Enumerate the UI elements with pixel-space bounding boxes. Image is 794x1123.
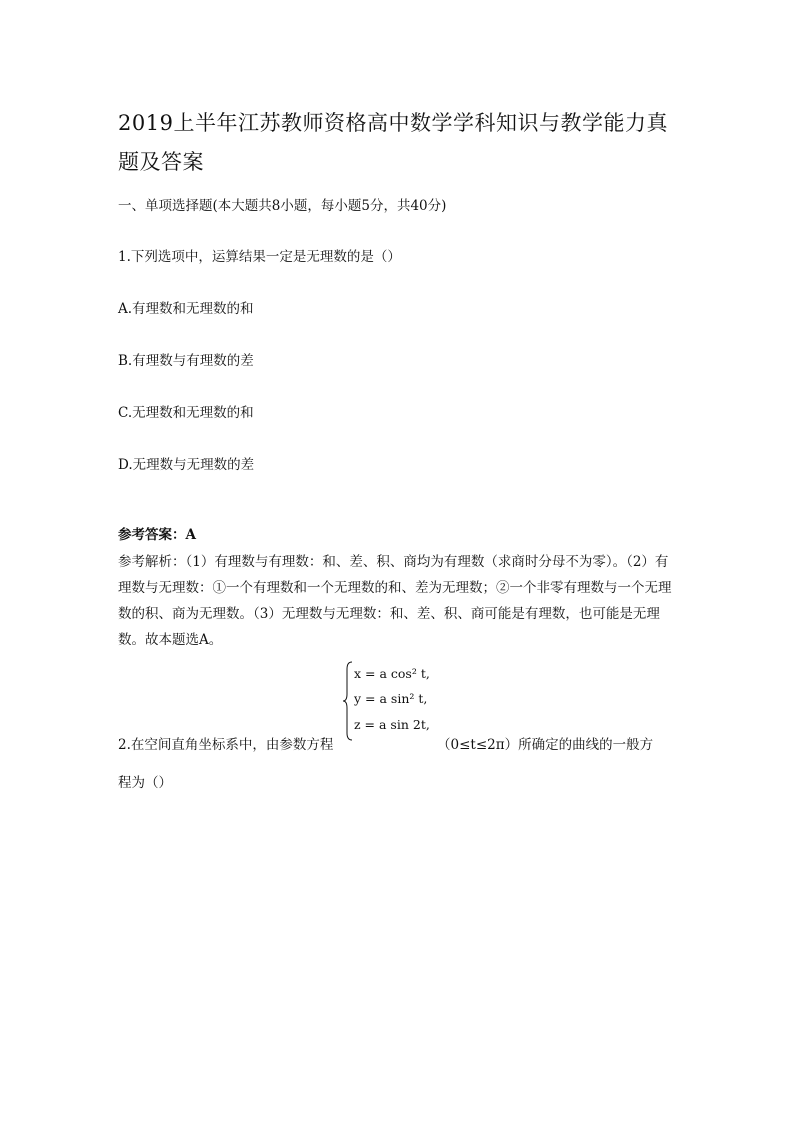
question-1-option-c: C.无理数和无理数的和	[118, 405, 254, 421]
question-1-answer: 参考答案：A	[118, 527, 196, 543]
equation-x: x = a cos² t,	[354, 666, 430, 681]
question-1-option-b: B.有理数与有理数的差	[118, 353, 254, 369]
parametric-equations	[342, 661, 437, 743]
section-header: 一、单项选择题(本大题共8小题，每小题5分，共40分)	[118, 198, 447, 214]
question-1-option-a: A.有理数和无理数的和	[118, 301, 254, 317]
question-2-stem-end: 程为（）	[118, 775, 172, 791]
equation-y: y = a sin² t,	[354, 691, 428, 706]
question-1-explanation: 参考解析：（1）有理数与有理数：和、差、积、商均为有理数（求商时分母不为零）。（2）有理数与无理数：①一个有理数和一个无理数的和、差为无理数；②一个非零有理数与一个无理数的积、商为无理数。（3）无理数与无理数：和、差、积、商可能是有理数，也可能是无理数。故本题选A。	[118, 554, 672, 648]
equation-z: z = a sin 2t,	[354, 717, 430, 732]
question-1-stem: 1.下列选项中，运算结果一定是无理数的是（）	[118, 249, 401, 265]
document-title-line-1: 2019上半年江苏教师资格高中数学学科知识与教学能力真	[118, 111, 668, 135]
question-2-stem-lead: 2.在空间直角坐标系中，由参数方程	[118, 737, 334, 753]
document-title-line-2: 题及答案	[118, 150, 204, 174]
left-brace-icon	[342, 661, 354, 741]
question-2-stem-tail: （0≤t≤2π）所确定的曲线的一般方	[437, 737, 654, 753]
question-1-option-d: D.无理数与无理数的差	[118, 457, 255, 473]
